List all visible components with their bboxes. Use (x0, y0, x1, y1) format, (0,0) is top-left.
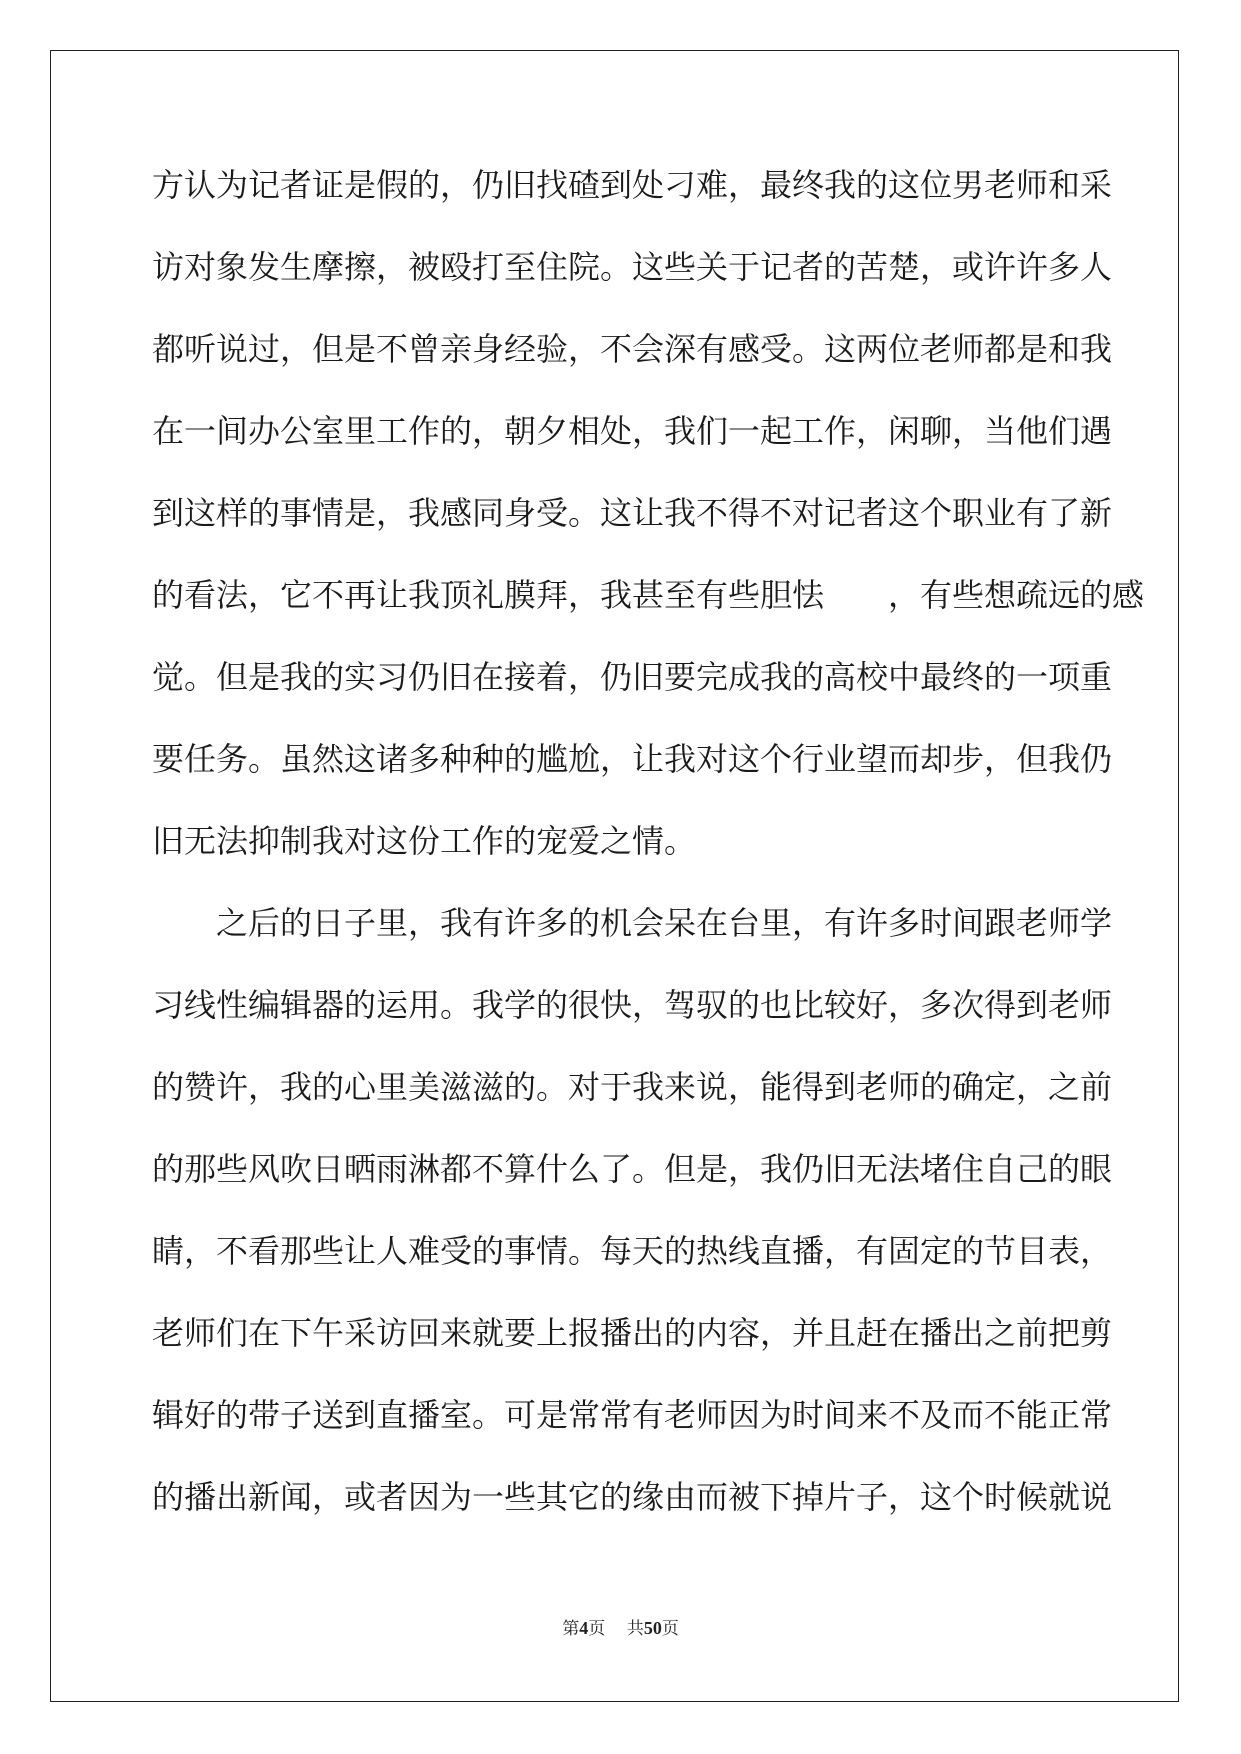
total-prefix: 共 (626, 1619, 644, 1639)
text-line: 习线性编辑器的运用。我学的很快，驾驭的也比较好，多次得到老师 (152, 986, 1113, 1024)
text-line: 访对象发生摩擦，被殴打至住院。这些关于记者的苦楚，或许许多人 (152, 248, 1113, 286)
text-line: 的那些风吹日晒雨淋都不算什么了。但是，我仍旧无法堵住自己的眼 (152, 1150, 1113, 1188)
text-line: 觉。但是我的实习仍旧在接着，仍旧要完成我的高校中最终的一项重 (152, 658, 1113, 696)
text-line: 辑好的带子送到直播室。可是常常有老师因为时间来不及而不能正常 (152, 1396, 1113, 1434)
text-line: 的赞许，我的心里美滋滋的。对于我来说，能得到老师的确定，之前 (152, 1068, 1113, 1106)
page-number: 4 (579, 1618, 589, 1638)
text-line: 睛，不看那些让人难受的事情。每天的热线直播，有固定的节目表， (152, 1232, 1113, 1270)
total-suffix: 页 (661, 1619, 679, 1639)
text-line: 到这样的事情是，我感同身受。这让我不得不对记者这个职业有了新 (152, 494, 1113, 532)
page-footer (0, 1616, 1241, 1641)
paragraph-start-line: 之后的日子里，我有许多的机会呆在台里，有许多时间跟老师学 (152, 904, 1113, 942)
text-line: 在一间办公室里工作的，朝夕相处，我们一起工作，闲聊，当他们遇 (152, 412, 1113, 450)
page-suffix: 页 (588, 1619, 606, 1639)
text-line: 的看法，它不再让我顶礼膜拜，我甚至有些胆怯 ，有些想疏远的感 (152, 576, 1145, 614)
paragraph-end-line: 旧无法抑制我对这份工作的宠爱之情。 (152, 822, 697, 860)
text-line: 要任务。虽然这诸多种种的尴尬，让我对这个行业望而却步，但我仍 (152, 740, 1113, 778)
page-prefix: 第 (562, 1619, 580, 1639)
text-line: 方认为记者证是假的，仍旧找碴到处刁难，最终我的这位男老师和采 (152, 166, 1113, 204)
text-line: 的播出新闻，或者因为一些其它的缘由而被下掉片子，这个时候就说 (152, 1478, 1113, 1516)
text-line: 都听说过，但是不曾亲身经验，不会深有感受。这两位老师都是和我 (152, 330, 1113, 368)
text-line: 老师们在下午采访回来就要上报播出的内容，并且赶在播出之前把剪 (152, 1314, 1113, 1352)
total-pages: 50 (643, 1618, 662, 1638)
document-body (152, 162, 1145, 1556)
